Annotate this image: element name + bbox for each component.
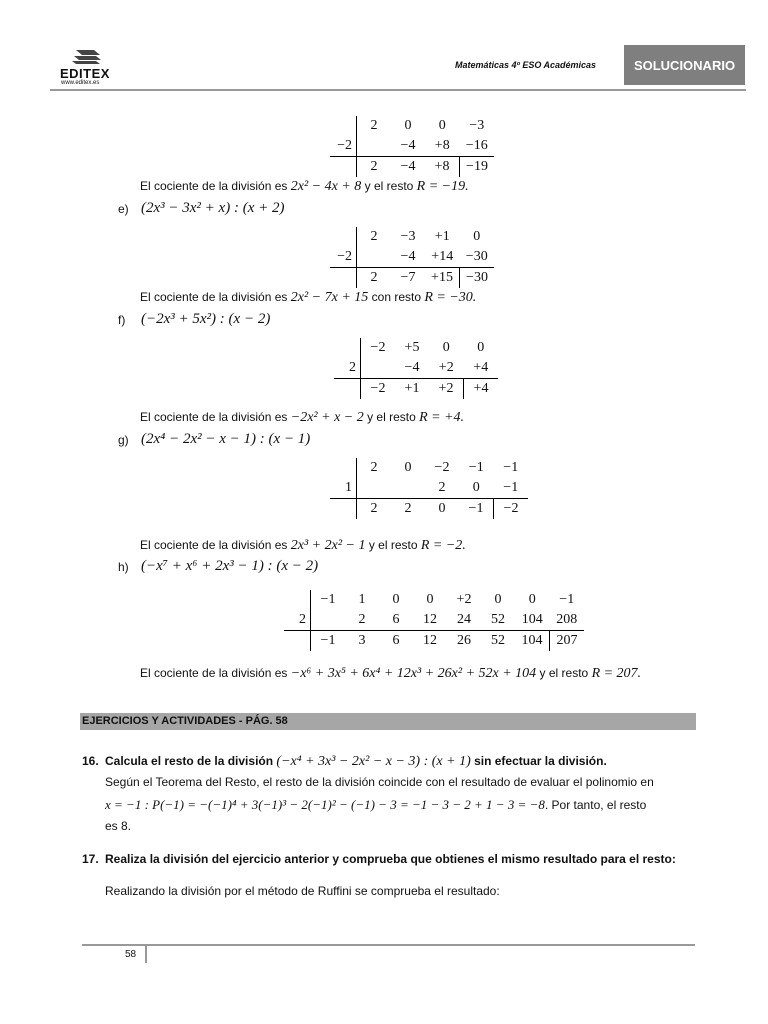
label-e: e) — [118, 202, 129, 216]
remainder-f: R = +4. — [419, 410, 465, 425]
page-number-tick — [145, 946, 147, 963]
answer-16-line3: es 8. — [105, 819, 132, 833]
remainder-e: R = −30. — [424, 290, 477, 305]
expr-e: (2x³ − 3x² + x) : (x + 2) — [141, 200, 285, 216]
question-17-text: Realiza la división del ejercicio anterior y comprueba que obtienes el mismo resultado para el resto: — [105, 852, 676, 866]
question-16-text: Calcula el resto de la división — [105, 754, 274, 768]
question-16-number: 16. — [82, 754, 99, 768]
remainder-g: R = −2. — [420, 538, 466, 553]
ruffini-table-d: 2 0 0 −3 −2 −4 +8 −16 2 −4 +8 −19 — [330, 116, 494, 177]
header-divider — [50, 89, 746, 91]
quotient-d: 2x² − 4x + 8 — [290, 179, 362, 194]
quotient-text-e: El cociente de la división es — [140, 290, 288, 304]
answer-16-math: x = −1 : P(−1) = −(−1)⁴ + 3(−1)³ − 2(−1)² − (−1) − 3 = −1 − 3 − 2 + 1 − 3 = −8 — [105, 797, 545, 812]
quotient-g: 2x³ + 2x² − 1 — [290, 538, 366, 553]
quotient-e: 2x² − 7x + 15 — [290, 290, 369, 305]
answer-16-line1: Según el Teorema del Resto, el resto de la división coincide con el resultado de evaluar el polinomio en — [105, 775, 654, 789]
quotient-f: −2x² + x − 2 — [290, 410, 364, 425]
label-g: g) — [118, 433, 129, 447]
ruffini-table-g: 2 0 −2 −1 −1 1 2 0 −1 2 2 0 −1 −2 — [330, 458, 528, 519]
remainder-d: R = −19. — [416, 179, 469, 194]
solucionario-badge: SOLUCIONARIO — [624, 45, 745, 85]
logo-wordmark: EDITEX — [60, 66, 110, 81]
label-h: h) — [118, 560, 129, 574]
label-f: f) — [118, 313, 126, 327]
quotient-text-f: El cociente de la división es — [140, 410, 288, 424]
ruffini-table-e: 2 −3 +1 0 −2 −4 +14 −30 2 −7 +15 −30 — [330, 227, 494, 288]
answer-17: Realizando la división por el método de Ruffini se comprueba el resultado: — [105, 884, 500, 898]
ruffini-table-f: −2 +5 0 0 2 −4 +2 +4 −2 +1 +2 +4 — [334, 338, 498, 399]
footer-divider — [82, 944, 695, 946]
expr-h: (−x⁷ + x⁶ + 2x³ − 1) : (x − 2) — [141, 558, 319, 574]
question-17-number: 17. — [82, 852, 99, 866]
expr-g: (2x⁴ − 2x² − x − 1) : (x − 1) — [141, 431, 311, 447]
remainder-h: R = 207. — [591, 666, 642, 681]
quotient-text-h: El cociente de la división es — [140, 666, 288, 680]
book-title: Matemáticas 4º ESO Académicas — [455, 60, 597, 70]
expr-f: (−2x³ + 5x²) : (x − 2) — [141, 311, 271, 327]
section-title: EJERCICIOS Y ACTIVIDADES - PÁG. 58 — [82, 715, 288, 727]
quotient-text-g: El cociente de la división es — [140, 538, 288, 552]
quotient-h: −x⁶ + 3x⁵ + 6x⁴ + 12x³ + 26x² + 52x + 104 — [290, 666, 537, 681]
page-number: 58 — [125, 949, 137, 960]
quotient-text-d: El cociente de la división es — [140, 179, 288, 193]
logo-url: www.editex.es — [61, 80, 100, 86]
question-16-expr: (−x⁴ + 3x³ − 2x² − x − 3) : (x + 1) — [276, 754, 471, 769]
ruffini-table-h: −1 1 0 0 +2 0 0 −1 2 2 6 12 24 52 104 208 −1 3 6 12 26 52 104 207 — [284, 590, 584, 651]
